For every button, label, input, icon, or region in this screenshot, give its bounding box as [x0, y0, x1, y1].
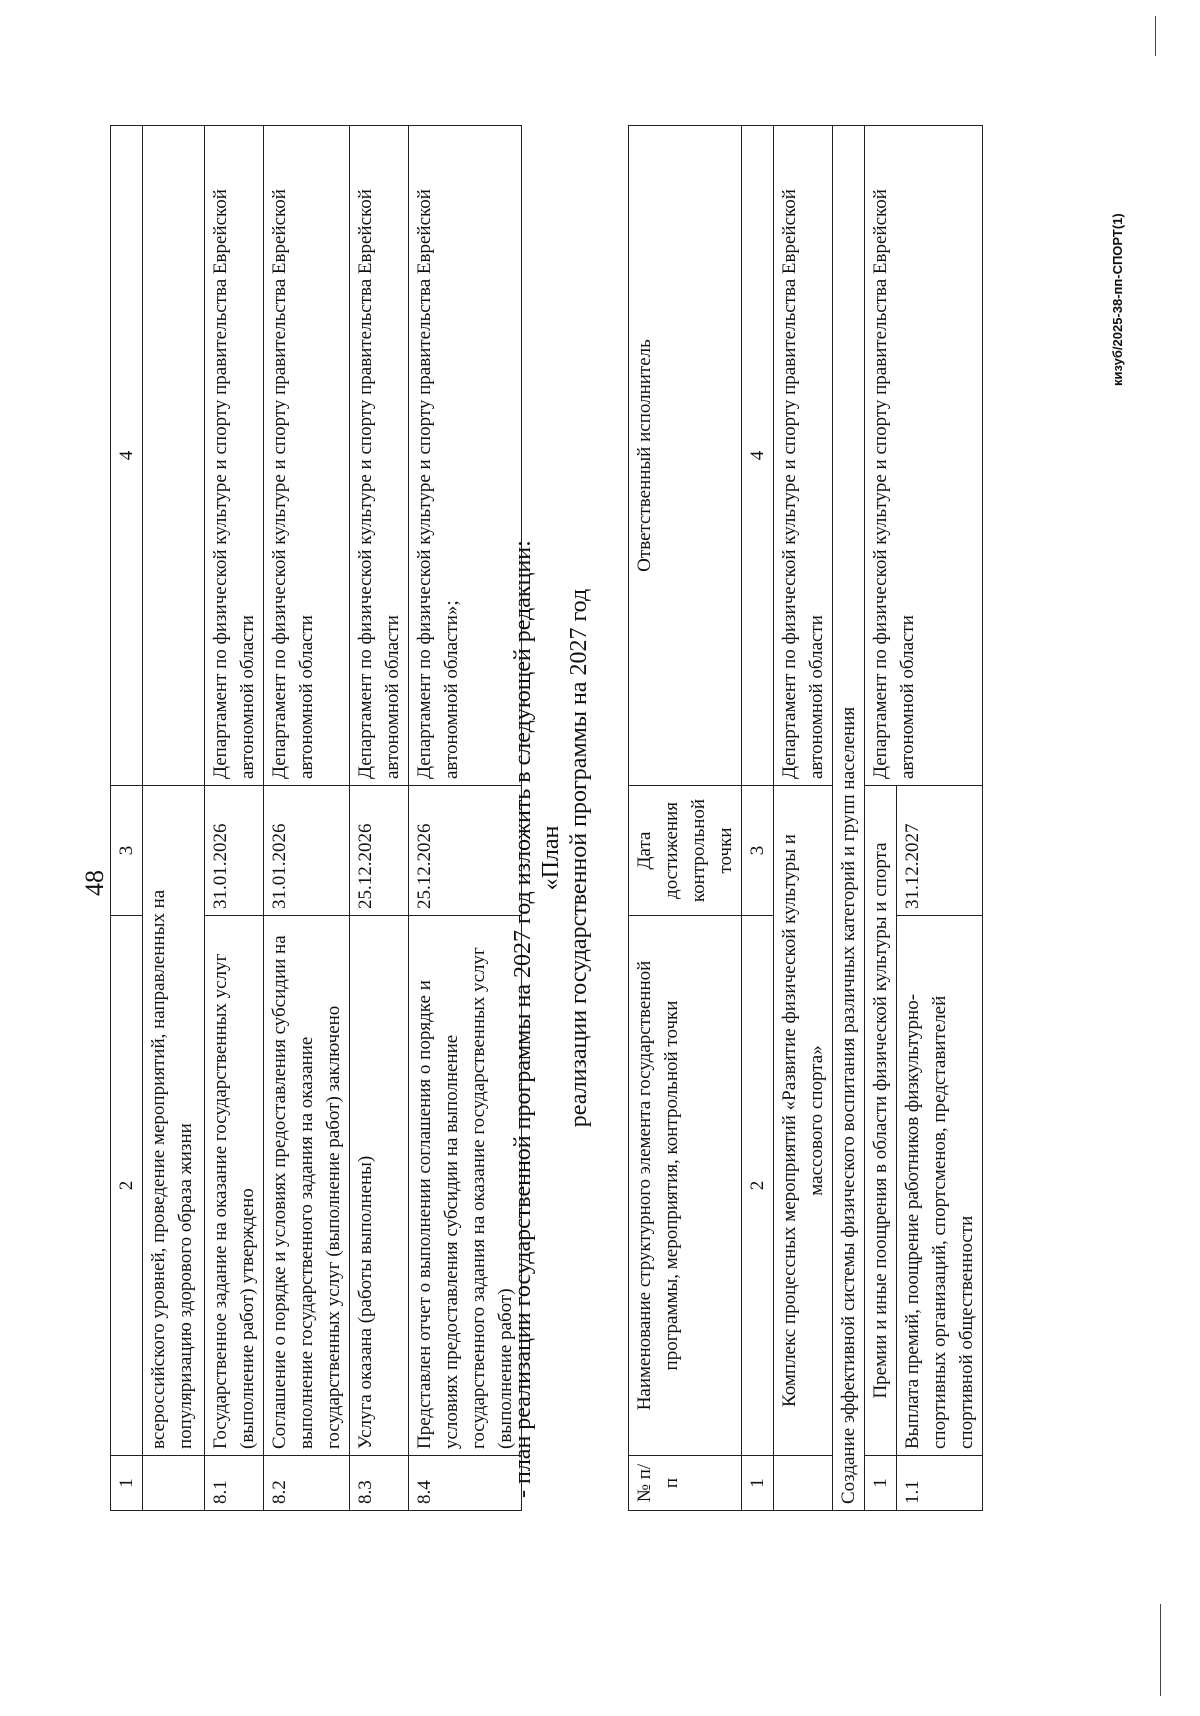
- table-row: [865, 126, 897, 1511]
- table-row: [205, 126, 264, 1511]
- table-plan-2027: [628, 125, 983, 1511]
- document-code: кизуб/2025-38-пп-СПОРТ(1): [1110, 213, 1125, 386]
- row-date: 25.12.2026: [409, 786, 522, 916]
- row-responsible: Департамент по физической культуре и спорту правительства Еврейской автономной области»;: [409, 126, 522, 786]
- col-index: 2: [742, 916, 774, 1456]
- measure-responsible: Департамент по физической культуре и спорту правительства Еврейской автономной области: [865, 126, 983, 786]
- plan-subtitle: реализации государственной программы на 2027 год: [566, 588, 592, 1128]
- row-text: всероссийского уровней, проведение мероприятий, направленных на популяризацию здорового образа жизни: [143, 786, 205, 1456]
- col-index: 3: [742, 786, 774, 916]
- complex-responsible: Департамент по физической культуре и спорту правительства Еврейской автономной области: [774, 126, 833, 786]
- row-date: 31.01.2026: [264, 786, 350, 916]
- page-number: 48: [80, 870, 109, 896]
- complex-name: Комплекс процессных мероприятий «Развитие физической культуры и массового спорта»: [774, 786, 833, 1456]
- row-number: 8.3: [350, 1456, 409, 1511]
- plan-title: «План: [538, 825, 564, 891]
- measure-name: Премии и иные поощрения в области физической культуры и спорта: [865, 786, 897, 1456]
- row-text: Представлен отчет о выполнении соглашения о порядке и условиях предоставления субсидии на выполнение государственного задания на оказание государственных услуг (выполнение работ): [409, 916, 522, 1456]
- row-responsible: Департамент по физической культуре и спорту правительства Еврейской автономной области: [205, 126, 264, 786]
- table-row: [350, 126, 409, 1511]
- table-row: [409, 126, 522, 1511]
- table-header-row: [111, 126, 143, 1511]
- table-row: [143, 126, 205, 1511]
- row-number: 8.1: [205, 1456, 264, 1511]
- row-number: 1.1: [897, 1456, 983, 1511]
- header-responsible: Ответственный исполнитель: [629, 126, 742, 786]
- table-plan-2026-end: [110, 125, 522, 1511]
- row-responsible: Департамент по физической культуре и спорту правительства Еврейской автономной области: [264, 126, 350, 786]
- row-responsible: [143, 126, 205, 786]
- intro-line: - план реализации государственной программы на 2027 год изложить в следующей редакции:: [510, 540, 536, 1498]
- table-row: [264, 126, 350, 1511]
- goal-row: Создание эффективной системы физического воспитания различных категорий и групп населения: [833, 126, 865, 1511]
- table-row: [833, 126, 865, 1511]
- scan-mark: [1155, 16, 1156, 56]
- header-date: Дата достижения контрольной точки: [629, 786, 742, 916]
- row-date: 31.01.2026: [205, 786, 264, 916]
- scan-mark: [1160, 1604, 1161, 1696]
- header-name: Наименование структурного элемента государственной программы, мероприятия, контрольной точки: [629, 916, 742, 1456]
- row-text: Услуга оказана (работы выполнены): [350, 916, 409, 1456]
- col-header: 4: [111, 126, 143, 786]
- row-text: Соглашение о порядке и условиях предоставления субсидии на выполнение государственного задания на оказание государственных услуг (выполнение работ) заключено: [264, 916, 350, 1456]
- row-date: 31.12.2027: [897, 786, 983, 916]
- row-date: 25.12.2026: [350, 786, 409, 916]
- col-index: 4: [742, 126, 774, 786]
- table-header-row: [629, 126, 742, 1511]
- col-header: 3: [111, 786, 143, 916]
- row-text: Государственное задание на оказание государственных услуг (выполнение работ) утверждено: [205, 916, 264, 1456]
- row-number: 8.4: [409, 1456, 522, 1511]
- empty-cell: [774, 1456, 833, 1511]
- col-header: 1: [111, 1456, 143, 1511]
- row-text: Выплата премий, поощрение работников физкультурно-спортивных организаций, спортсменов, представителей спортивной общественности: [897, 916, 983, 1456]
- row-responsible: Департамент по физической культуре и спорту правительства Еврейской автономной области: [350, 126, 409, 786]
- row-number: [143, 1456, 205, 1511]
- header-number: № п/п: [629, 1456, 742, 1511]
- row-number: 8.2: [264, 1456, 350, 1511]
- table-row: [774, 126, 833, 1511]
- col-header: 2: [111, 916, 143, 1456]
- measure-number: 1: [865, 1456, 897, 1511]
- index-row: [742, 126, 774, 1511]
- col-index: 1: [742, 1456, 774, 1511]
